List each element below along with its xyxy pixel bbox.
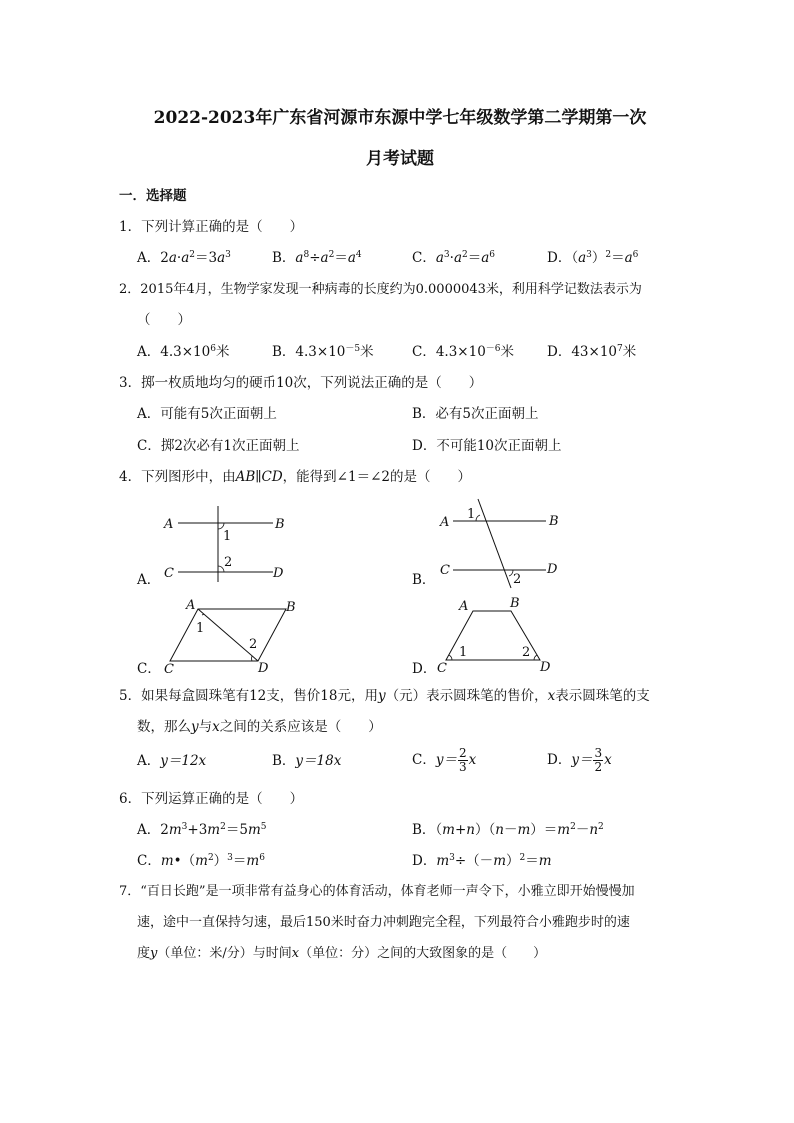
transversal [478, 499, 511, 588]
q5-option-c-label: C． [412, 752, 436, 768]
q2-option-d-exp: 7 [617, 344, 623, 354]
q5-stem-1-mid: （元）表示圆珠笔的售价， [385, 688, 548, 704]
q2-option-a-exp: 6 [210, 344, 216, 354]
q5-option-b[interactable] [272, 751, 341, 771]
q6-option-a-label: A． [137, 822, 161, 838]
q2-option-c-label: C．4.3×10 [412, 344, 486, 360]
q4-option-d-label[interactable]: D． [412, 661, 437, 677]
q5-stem-2-post: 之间的关系应该是（ ） [219, 719, 382, 735]
q2-option-c-unit: 米 [500, 344, 515, 360]
q1-stem: 1．下列计算正确的是（ ） [119, 219, 304, 235]
q5-option-d[interactable] [547, 747, 612, 774]
q1-option-c-label: C． [412, 250, 436, 266]
point-d: D [273, 566, 284, 581]
q3-option-d[interactable]: D．不可能10次正面朝上 [412, 438, 562, 454]
q5-option-b-expr: y＝18x [295, 753, 342, 769]
q5-option-d-lhs: y＝ [571, 752, 593, 768]
q5-option-c-x: x [468, 752, 477, 768]
q1-option-a[interactable]: A．$2a\cdot a^2=3a^3$ [137, 250, 231, 266]
section-heading: 一．选择题 [119, 188, 187, 204]
q1-option-c[interactable]: C．$a^3\cdot a^2=a^6$ [412, 250, 496, 266]
q2-option-a-label: A．4.3×10 [137, 344, 211, 360]
angle-2-arc [534, 655, 537, 660]
q7-stem-line-1: 7．“百日长跑”是一项非常有益身心的体育活动，体育老师一声令下，小雅立即开始慢慢加 [119, 884, 635, 899]
q6-option-b[interactable]: B．$(m+n)(n-m)=m^2-n^2$ [412, 822, 604, 838]
angle-1-arc [202, 614, 204, 615]
q5-option-d-label: D． [547, 752, 572, 768]
q4-stem-ab: AB [235, 469, 256, 485]
q6-option-d-label: D． [412, 853, 437, 869]
q5-option-a-label: A． [137, 753, 161, 769]
angle-2-label: 2 [249, 637, 258, 652]
q5-option-c-den: 3 [458, 760, 467, 774]
q2-option-b-unit: 米 [360, 344, 374, 360]
point-a: A [164, 517, 174, 532]
angle-2-label: 2 [513, 572, 522, 587]
q5-stem-1-y: y [377, 688, 386, 704]
q2-option-d-unit: 米 [622, 344, 637, 360]
q2-option-d-label: D．43×10 [547, 344, 617, 360]
point-b: B [275, 517, 285, 532]
q5-stem-2-pre: 数，那么 [137, 719, 191, 735]
q3-option-c[interactable]: C．掷2次必有1次正面朝上 [137, 438, 300, 454]
q5-option-c-num: 2 [458, 746, 467, 760]
point-c: C [440, 563, 450, 578]
q5-option-d-den: 2 [594, 760, 603, 774]
point-a: A [440, 515, 450, 530]
point-c: C [164, 662, 174, 676]
q6-option-b-label: B． [412, 822, 436, 838]
q5-option-c[interactable] [412, 747, 476, 774]
q6-option-c[interactable]: C．$m•(m^2)^3=m^6$ [137, 853, 265, 869]
q5-stem-line-2 [137, 717, 382, 737]
point-d: D [258, 661, 269, 676]
q2-option-b[interactable] [272, 342, 374, 362]
point-a: A [186, 598, 196, 613]
q2-option-a[interactable] [137, 342, 229, 362]
q7-stem-3-mid: （单位：米/分）与时间 [157, 946, 292, 961]
q4-stem-pre: 4．下列图形中，由 [119, 469, 236, 485]
q5-option-c-fraction [458, 747, 468, 774]
point-b: B [549, 514, 559, 529]
q2-stem: 2．2015年4月，生物学家发现一种病毒的长度约为0.0000043米，利用科学记数法表示为 [119, 282, 642, 297]
q7-stem-line-2: 速，途中一直保持匀速，最后150米时奋力冲刺跑完全程，下列最符合小雅跑步时的速 [137, 915, 630, 930]
q4-option-c-figure[interactable] [158, 596, 308, 676]
q5-option-a[interactable] [137, 751, 206, 771]
q5-option-d-fraction [593, 747, 603, 774]
point-d: D [540, 660, 551, 674]
q2-option-c-exp: －6 [485, 344, 501, 354]
q5-stem-2-y: y [191, 719, 199, 735]
q4-stem-parallel: ∥ [255, 469, 262, 485]
page-title-line-1: 2022-2023年广东省河源市东源中学七年级数学第二学期第一次 [153, 108, 647, 128]
point-b: B [286, 600, 296, 615]
point-a: A [459, 599, 469, 614]
angle-2-label: 2 [522, 645, 531, 660]
q5-stem-2-x: x [212, 719, 220, 735]
q1-option-b[interactable]: B．$a^8\div a^2=a^4$ [272, 250, 362, 266]
q6-option-d[interactable]: D．$m^3\div(-m)^2=m$ [412, 853, 552, 869]
point-d: D [547, 562, 558, 577]
q2-option-b-label: B．4.3×10 [272, 344, 346, 360]
q7-stem-3-y: y [150, 946, 158, 961]
q5-option-d-x: x [604, 752, 612, 768]
q7-stem-line-3 [137, 944, 546, 964]
point-c: C [437, 661, 447, 674]
point-c: C [164, 566, 174, 581]
q4-option-b-figure[interactable] [433, 496, 593, 591]
page-title-line-2: 月考试题 [366, 149, 434, 169]
q5-stem-1-post: 表示圆珠笔的支 [555, 688, 650, 704]
q7-stem-3-x: x [291, 946, 300, 961]
q4-option-d-figure[interactable] [433, 594, 573, 674]
q4-option-a-figure[interactable] [158, 500, 308, 585]
q5-option-a-expr: y＝12x [160, 753, 207, 769]
q5-stem-line-1 [119, 686, 650, 706]
q5-option-c-lhs: y＝ [435, 752, 457, 768]
q7-stem-3-pre: 度 [137, 946, 151, 961]
q4-option-c-label[interactable]: C． [137, 661, 161, 677]
q4-stem-post: ，能得到∠1＝∠2的是（ ） [282, 469, 471, 485]
q6-option-a[interactable]: A．$2m^3+3m^2=5m^5$ [137, 822, 267, 838]
q5-option-d-num: 3 [594, 746, 603, 760]
q4-option-a-label[interactable]: A． [137, 572, 161, 588]
angle-2-label: 2 [224, 555, 233, 570]
angle-1-label: 1 [223, 529, 232, 544]
q6-stem: 6．下列运算正确的是（ ） [119, 791, 304, 807]
q1-option-d-label: D． [547, 250, 572, 266]
angle-1-label: 1 [459, 645, 468, 660]
q1-option-b-label: B． [272, 250, 296, 266]
q5-option-b-label: B． [272, 753, 296, 769]
q3-option-b[interactable]: B．必有5次正面朝上 [412, 406, 539, 422]
angle-1-arc [449, 655, 452, 660]
angle-1-arc [476, 515, 480, 521]
q2-option-d[interactable] [547, 342, 636, 362]
angle-1-label: 1 [467, 507, 476, 522]
q1-option-a-label: A． [137, 250, 161, 266]
q3-option-a[interactable]: A．可能有5次正面朝上 [137, 406, 277, 422]
diagonal-ad [198, 609, 258, 661]
q2-option-a-unit: 米 [215, 344, 230, 360]
angle-1-label: 1 [196, 621, 205, 636]
q4-stem-cd: CD [261, 469, 283, 485]
q4-option-b-label[interactable]: B． [412, 572, 436, 588]
q2-option-b-exp: －5 [345, 344, 361, 354]
q3-stem: 3．掷一枚质地均匀的硬币10次，下列说法正确的是（ ） [119, 375, 483, 391]
q2-option-c[interactable] [412, 342, 514, 362]
point-b: B [510, 596, 520, 611]
q2-stem-paren: （ ） [137, 312, 191, 328]
q1-option-d[interactable]: D．$(a^3)^2=a^6$ [547, 250, 639, 266]
q6-option-c-label: C． [137, 853, 161, 869]
q7-stem-3-post: （单位：分）之间的大致图象的是（ ） [299, 946, 547, 961]
q5-stem-2-mid: 与 [198, 719, 213, 735]
q5-stem-1-x: x [547, 688, 556, 704]
q5-stem-1-pre: 5．如果每盒圆珠笔有12支，售价18元，用 [119, 688, 378, 704]
q4-stem [119, 467, 471, 487]
